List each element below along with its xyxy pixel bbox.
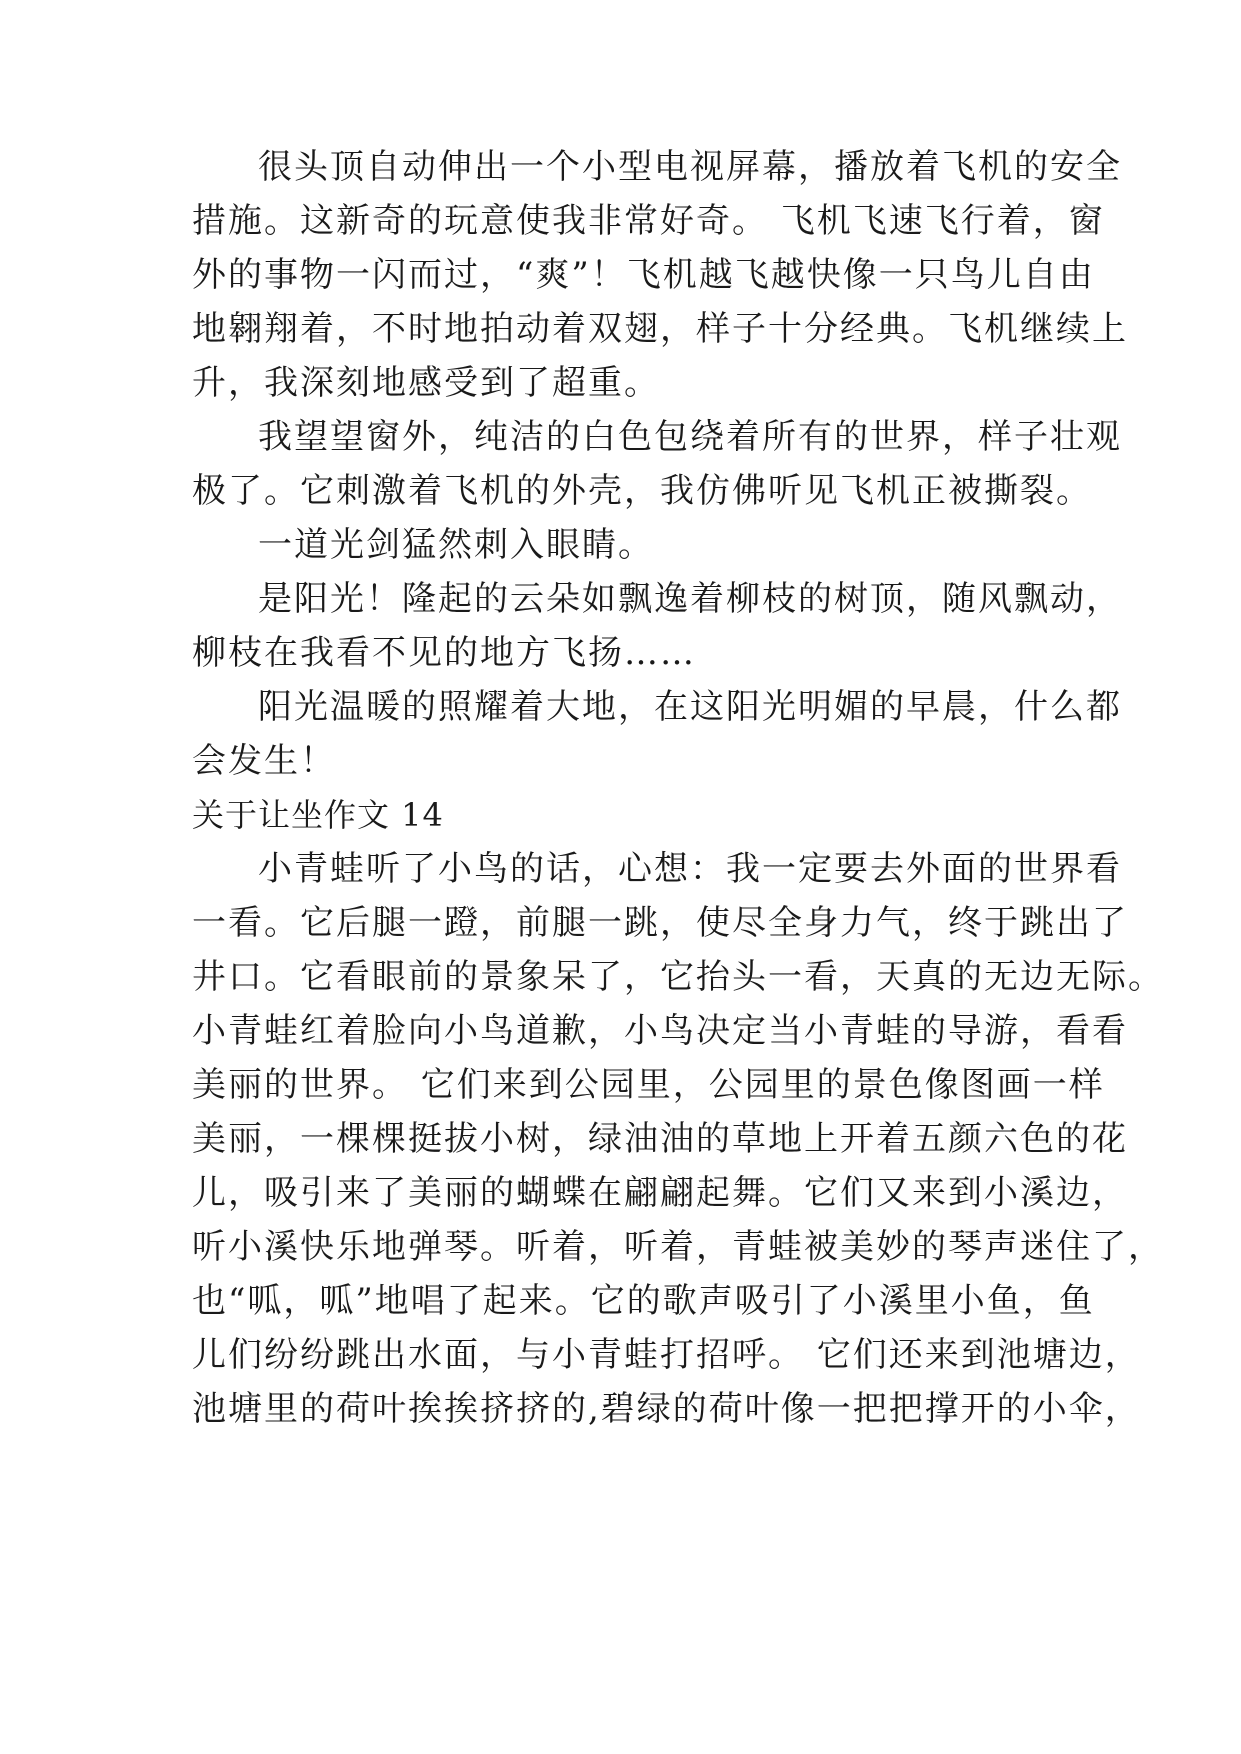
paragraph-line: 美丽，一棵棵挺拔小树，绿油油的草地上开着五颜六色的花 [192,1119,1128,1159]
paragraph-line: 很头顶自动伸出一个小型电视屏幕，播放着飞机的安全 [258,147,1122,187]
paragraph-line: 听小溪快乐地弹琴。听着，听着，青蛙被美妙的琴声迷住了， [192,1227,1164,1267]
paragraph-line: 儿们纷纷跳出水面，与小青蛙打招呼。 它们还来到池塘边， [192,1335,1141,1375]
paragraph-line: 池塘里的荷叶挨挨挤挤的,碧绿的荷叶像一把把撑开的小伞， [192,1389,1141,1429]
paragraph-line: 极了。它刺激着飞机的外壳，我仿佛听见飞机正被撕裂。 [192,471,1092,511]
paragraph-line: 地翱翔着，不时地拍动着双翅，样子十分经典。飞机继续上 [192,309,1128,349]
paragraph-line: 井口。它看眼前的景象呆了，它抬头一看，天真的无边无际。 [192,957,1164,997]
paragraph-line: 升，我深刻地感受到了超重。 [192,363,660,403]
paragraph-line: 美丽的世界。 它们来到公园里，公园里的景色像图画一样 [192,1065,1105,1105]
section-heading: 关于让坐作文 14 [192,796,444,834]
paragraph-line: 我望望窗外，纯洁的白色包绕着所有的世界，样子壮观 [258,417,1122,457]
paragraph-line: 小青蛙听了小鸟的话，心想：我一定要去外面的世界看 [258,849,1122,889]
paragraph-line: 也“呱，呱”地唱了起来。它的歌声吸引了小溪里小鱼，鱼 [192,1281,1095,1321]
paragraph-line: 儿，吸引来了美丽的蝴蝶在翩翩起舞。它们又来到小溪边， [192,1173,1128,1213]
paragraph-line: 阳光温暖的照耀着大地，在这阳光明媚的早晨，什么都 [258,687,1122,727]
paragraph-line: 柳枝在我看不见的地方飞扬…… [192,633,696,673]
paragraph-line: 会发生！ [192,741,336,781]
paragraph-line: 是阳光！隆起的云朵如飘逸着柳枝的树顶，随风飘动， [258,579,1122,619]
paragraph-line: 一道光剑猛然刺入眼睛。 [258,525,654,565]
paragraph-line: 小青蛙红着脸向小鸟道歉，小鸟决定当小青蛙的导游，看看 [192,1011,1128,1051]
paragraph-line: 外的事物一闪而过，“爽”！飞机越飞越快像一只鸟儿自由 [192,255,1095,295]
paragraph-line: 一看。它后腿一蹬，前腿一跳，使尽全身力气，终于跳出了 [192,903,1128,943]
paragraph-line: 措施。这新奇的玩意使我非常好奇。 飞机飞速飞行着，窗 [192,201,1105,241]
